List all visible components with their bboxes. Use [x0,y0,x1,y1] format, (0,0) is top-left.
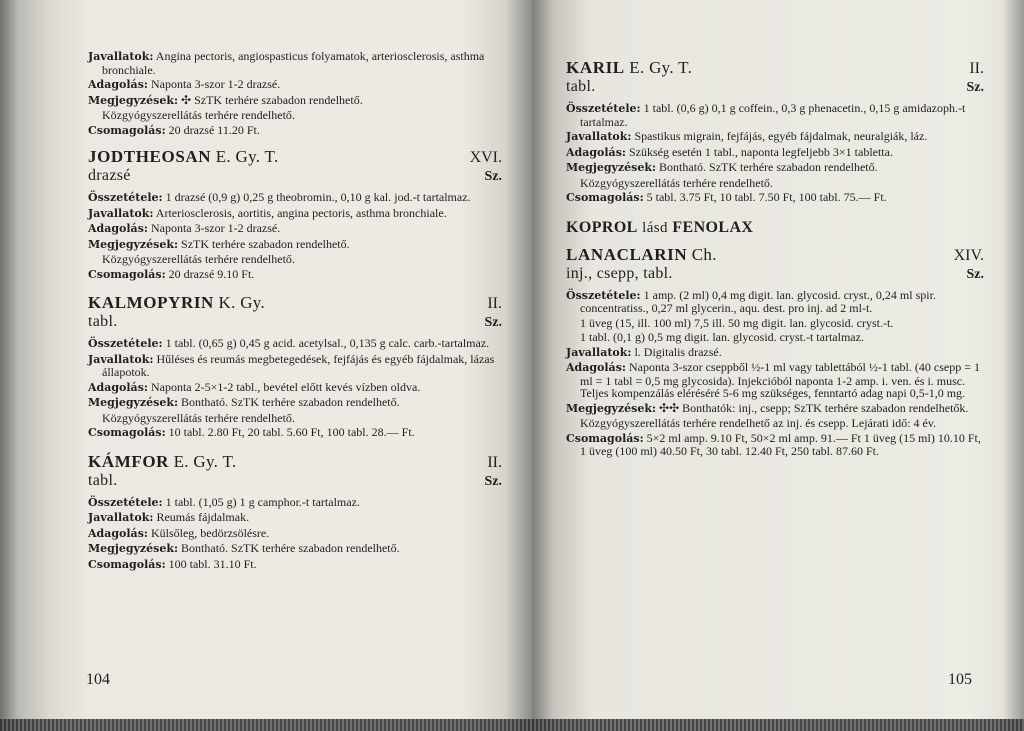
entry-name: JODTHEOSAN E. Gy. T. [88,147,279,166]
left-entries [88,147,502,571]
field-label: Javallatok: [88,352,154,366]
right-entries [566,58,984,205]
field-label: Csomagolás: [566,431,644,445]
entry-form: tabl. [566,78,596,95]
field-label: Csomagolás: [88,267,166,281]
entry-field [88,78,502,92]
field-label: Összetétele: [566,102,641,115]
field-text: 100 tabl. 31.10 Ft. [168,556,257,571]
entry-field [88,381,502,395]
field-label: Megjegyzések: [88,93,179,107]
field-text: Angina pectoris, angiospasticus folyamatok, arteriosclerosis, asthma bronchiale. [102,49,485,77]
entry-group: II. [487,453,502,471]
entry-field [88,558,502,572]
entry-field [88,207,502,221]
field-label: Csomagolás: [566,191,644,204]
entry-field [88,412,502,425]
entry-name: KARIL E. Gy. T. [566,58,693,77]
entry-field [566,346,984,360]
entry-title-row [88,293,502,313]
field-text: 10 tabl. 2.80 Ft, 20 tabl. 5.60 Ft, 100 tabl. 28.— Ft. [168,425,415,439]
entry-field [88,222,502,236]
entry-field [88,527,502,541]
ref-target: FENOLAX [672,218,754,236]
entry-form-row [88,313,502,331]
entry-form: tabl. [88,313,118,330]
entry-title-row [566,58,984,78]
entry-fields [566,346,984,458]
entry-field [566,102,984,128]
field-text: Közgyógyszerellátás terhére rendelhető. [102,410,295,425]
entry-field [88,50,502,76]
entry-group: II. [969,60,984,77]
cross-reference [566,219,984,237]
page-number-left: 104 [86,671,110,688]
field-text: ✣✣ Bonthatók: inj., csepp; SzTK terhére szabadon rendelhetők. [659,400,969,415]
drug-entry [88,147,502,281]
entry-title-row [88,452,502,472]
entry-lanaclarin [566,245,984,458]
entry-field [566,130,984,144]
field-label: Összetétele: [88,495,163,509]
composition-line: 1 üveg (15, ill. 100 ml) 7,5 ill. 50 mg digit. lan. glycosid. cryst.-t. [580,315,894,330]
entry-field [566,361,984,400]
entry-name: KALMOPYRIN K. Gy. [88,293,266,312]
field-label: Összetétele: [88,191,163,204]
entry-field [566,191,984,205]
right-page [532,0,1024,731]
entry-sz: Sz. [484,315,502,330]
entry-sz: Sz. [966,80,984,95]
field-label: Csomagolás: [88,557,166,571]
entry-field [88,191,502,205]
field-text: Közgyógyszerellátás terhére rendelhető az inj. és csepp. Lejárati idő: 4 év. [580,416,937,430]
entry-name: KÁMFOR E. Gy. T. [88,451,237,471]
field-text: Közgyógyszerellátás terhére rendelhető. [102,108,295,122]
entry-form-row [566,78,984,96]
entry-title-row [566,245,984,265]
field-label: Adagolás: [88,78,148,91]
entry-form-row [88,167,502,185]
ref-name: KOPROL [566,218,638,236]
field-label: Adagolás: [566,145,626,159]
entry-field [88,253,502,266]
field-text: 20 drazsé 11.20 Ft. [168,122,260,137]
field-text: ✣ SzTK terhére szabadon rendelhető. [181,92,363,107]
field-text: Külsőleg, bedörzsölésre. [150,525,270,540]
composition-field: Összetétele: 1 amp. (2 ml) 0,4 mg digit. lan. glycosid. cryst., 0,24 ml spir. concentratiss., 0,27 ml glycerin., aqu. dest. pro inj. ad 2 ml-t. [566,287,936,315]
field-label: Javallatok: [566,130,632,143]
entry-name: LANACLARIN Ch. [566,244,717,264]
entry-field [566,417,984,430]
field-text: Naponta 3-szor cseppből ½-1 ml vagy tablettából ½-1 tabl. (40 csepp = 1 ml = 1 tabl = 0,5 mg glycosida). Injekcióból naponta 1-2 amp. i. ven. és i. musc. Teljes kompenzálás eléréséré 5-6 mg szükséges, fenntartó adag napi 0,5-1,0 mg. [580,360,980,400]
entry-form-row [566,265,984,283]
entry-group: XVI. [469,149,502,166]
drug-entry [566,58,984,205]
entry-field [88,94,502,108]
field-label: Adagolás: [88,526,148,540]
composition-line: 1 tabl. (0,1 g) 0,5 mg digit. lan. glycosid. cryst.-t tartalmaz. [580,330,864,344]
field-label: Csomagolás: [88,426,166,439]
field-text: Spastikus migrain, fejfájás, egyéb fájdalmak, neuralgiák, láz. [634,129,928,143]
entry-field [88,268,502,282]
field-label: Megjegyzések: [88,237,179,251]
field-text: 5 tabl. 3.75 Ft, 10 tabl. 7.50 Ft, 100 tabl. 75.— Ft. [646,190,887,204]
field-text: Közgyógyszerellátás terhére rendelhető. [580,175,773,190]
entry-field [88,511,502,525]
field-text: Reumás fájdalmak. [156,510,250,524]
entry-field [88,396,502,410]
field-label: Csomagolás: [88,123,166,137]
entry-field [566,432,984,458]
field-text: Naponta 2-5×1-2 tabl., bevétel előtt kevés vízben oldva. [150,379,421,394]
field-text: Hűléses és reumás megbetegedések, fejfájás és egyéb fájdalmak, lázas állapotok. [102,351,495,379]
entry-field [88,542,502,556]
entry-sz: Sz. [484,169,502,184]
entry-continued [88,50,502,137]
field-text: Naponta 3-szor 1-2 drazsé. [150,77,281,91]
field-label: Adagolás: [566,361,626,374]
field-text: 20 drazsé 9.10 Ft. [168,266,255,281]
field-label: Adagolás: [88,380,148,394]
field-text: Naponta 3-szor 1-2 drazsé. [150,221,281,235]
field-text: SzTK terhére szabadon rendelhető. [181,236,350,251]
entry-group: XIV. [953,246,984,264]
entry-field [88,238,502,252]
entry-form: inj., csepp, tabl. [566,264,673,282]
field-text: 5×2 ml amp. 9.10 Ft, 50×2 ml amp. 91.— Ft 1 üveg (15 ml) 10.10 Ft, 1 üveg (100 ml) 40.50 Ft, 30 tabl. 12.40 Ft, 250 tabl. 87.60 Ft. [580,430,981,458]
entry-sz: Sz. [484,473,502,489]
drug-entry [88,452,502,572]
field-text: Közgyógyszerellátás terhére rendelhető. [102,252,295,266]
entry-field [88,124,502,138]
field-text: Arteriosclerosis, aortitis, angina pectoris, asthma bronchiale. [155,205,447,220]
entry-title-row [88,147,502,167]
field-text: l. Digitalis drazsé. [634,344,722,359]
entry-field [88,337,502,351]
field-text: 1 tabl. (0,65 g) 0,45 g acid. acetylsal., 0,135 g calc. carb.-tartalmaz. [165,336,490,350]
entry-group: II. [487,295,502,312]
entry-field [566,402,984,416]
field-label: Javallatok: [566,345,632,359]
field-text: Bontható. SzTK terhére szabadon rendelhető. [659,160,878,174]
field-label: Megjegyzések: [88,542,179,555]
field-label: Javallatok: [88,511,154,524]
field-text: Bontható. SzTK terhére szabadon rendelhető. [181,541,400,555]
field-label: Javallatok: [88,50,154,63]
field-label: Javallatok: [88,206,154,220]
entry-field [566,161,984,175]
field-text: 1 drazsé (0,9 g) 0,25 g theobromin., 0,10 g kal. jod.-t tartalmaz. [165,190,471,204]
field-label: Megjegyzések: [566,161,657,174]
field-text: Bontható. SzTK terhére szabadon rendelhető. [181,395,400,409]
field-label: Összetétele: [88,337,163,350]
field-text: Szükség esetén 1 tabl., naponta legfeljebb 3×1 tabletta. [628,144,893,159]
entry-field [88,496,502,510]
field-text: 1 tabl. (0,6 g) 0,1 g coffein., 0,3 g phenacetin., 0,15 g amidazoph.-t tartalmaz. [580,101,966,129]
field-label: Adagolás: [88,222,148,235]
field-text: 1 tabl. (1,05 g) 1 g camphor.-t tartalmaz. [165,494,360,509]
drug-entry [88,293,502,440]
entry-field [88,353,502,379]
entry-field [566,177,984,190]
entry-field [88,426,502,440]
entry-form: drazsé [88,167,131,184]
field-label: Megjegyzések: [566,401,657,415]
entry-field [566,146,984,160]
entry-field [88,109,502,122]
ref-text: lásd [642,219,668,236]
entry-form: tabl. [88,471,118,489]
page-number-right: 105 [948,671,972,688]
entry-form-row [88,472,502,490]
field-label: Megjegyzések: [88,396,179,409]
entry-sz: Sz. [966,266,984,282]
